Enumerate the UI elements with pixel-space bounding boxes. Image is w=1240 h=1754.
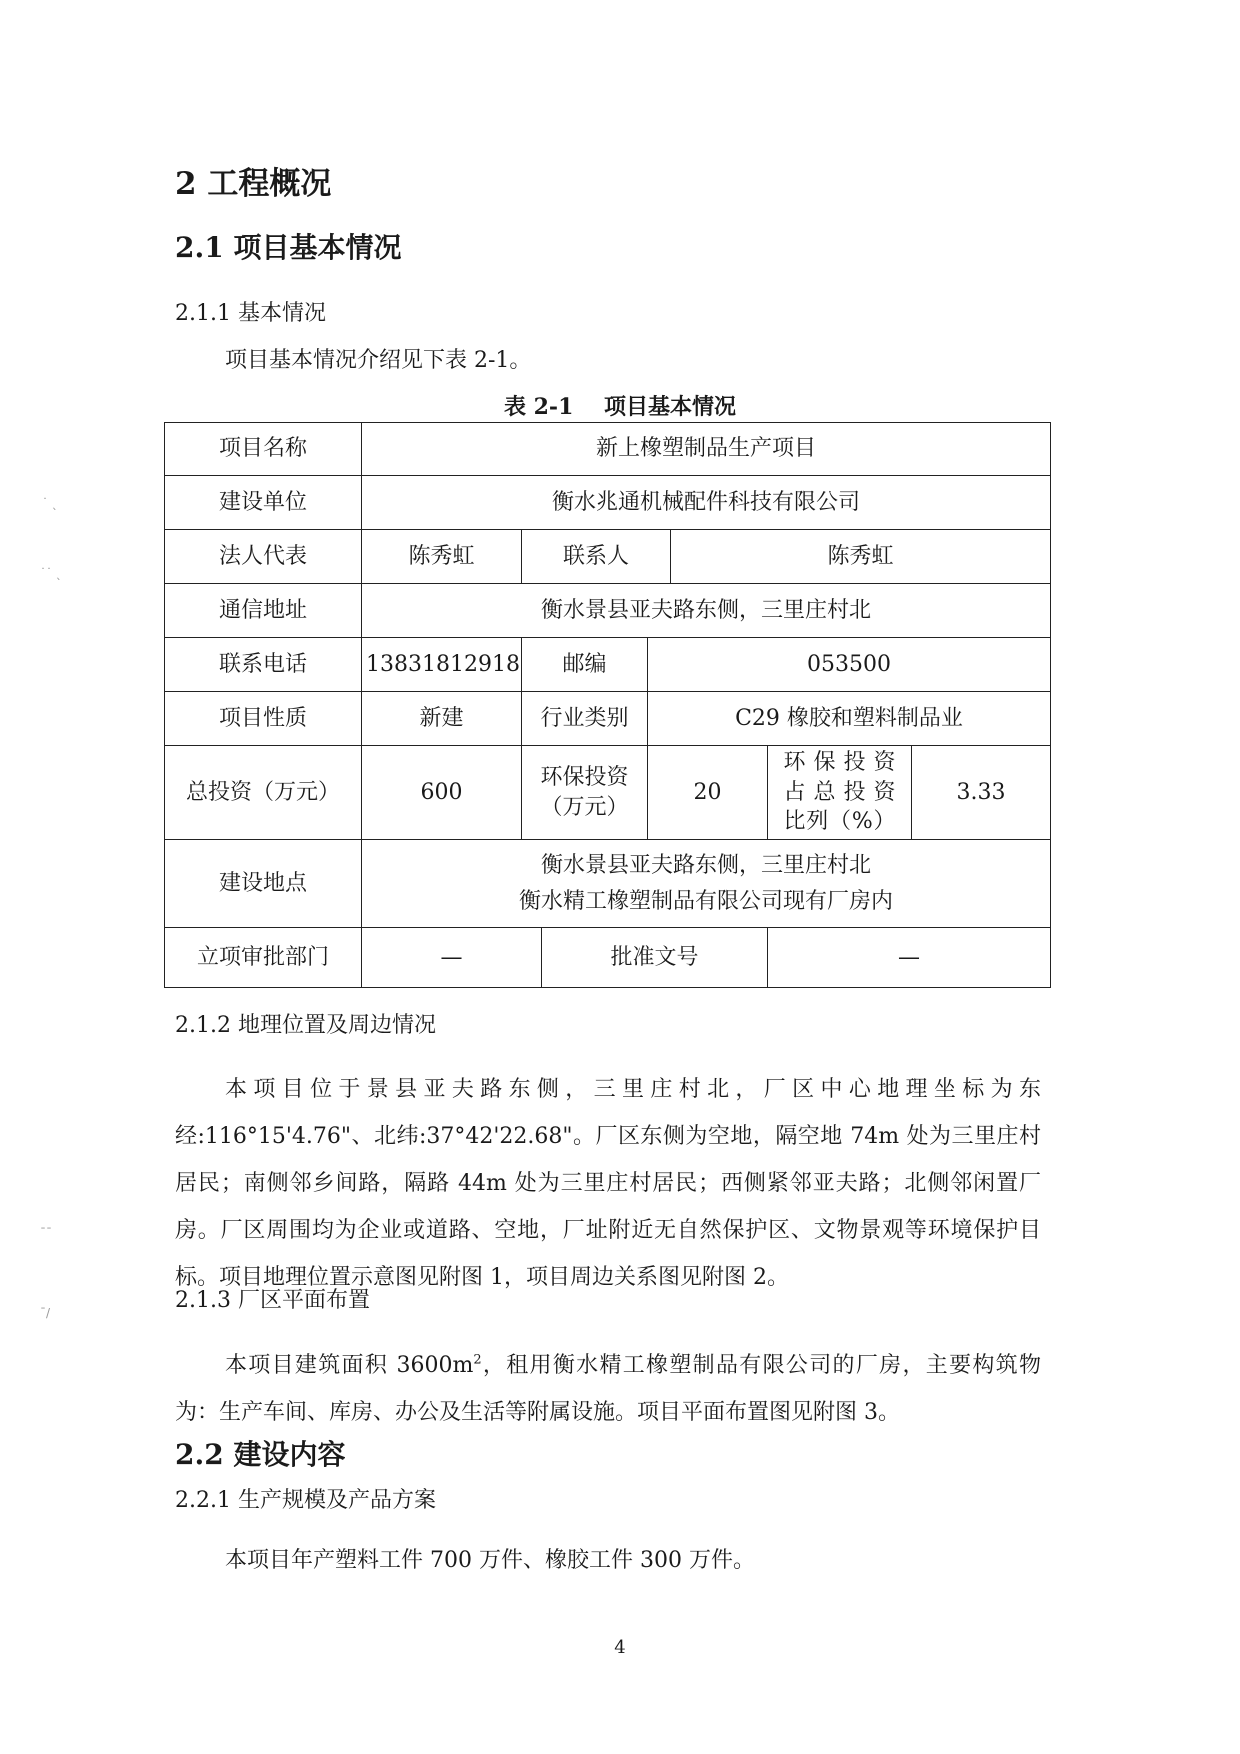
table-row bbox=[165, 840, 1051, 928]
table-caption-number: 表 2-1 bbox=[503, 394, 574, 420]
env-ratio-label-line1: 环保投资 bbox=[783, 749, 896, 775]
legal-rep-value: 陈秀虹 bbox=[362, 530, 522, 584]
subsection-heading-2-1-1: 2.1.1 基本情况 bbox=[175, 301, 326, 326]
env-ratio-value: 3.33 bbox=[912, 746, 1051, 840]
table-row bbox=[165, 584, 1051, 638]
layout-text-start: 本项目建筑面积 3600m bbox=[225, 1353, 474, 1378]
mailing-address-value: 衡水景县亚夫路东侧，三里庄村北 bbox=[362, 584, 1051, 638]
contact-person-value: 陈秀虹 bbox=[671, 530, 1051, 584]
postcode-value: 053500 bbox=[648, 638, 1051, 692]
env-investment-label-line2: （万元） bbox=[540, 794, 629, 820]
section-heading-2-2: 2.2 建设内容 bbox=[175, 1438, 346, 1471]
phone-value: 13831812918 bbox=[362, 638, 522, 692]
mailing-address-label: 通信地址 bbox=[165, 584, 362, 638]
construction-site-line1: 衡水景县亚夫路东侧，三里庄村北 bbox=[541, 853, 872, 879]
env-ratio-label-line3: 比列（%） bbox=[783, 809, 896, 835]
industry-category-label: 行业类别 bbox=[522, 692, 648, 746]
table-row bbox=[165, 530, 1051, 584]
table-row bbox=[165, 746, 1051, 840]
env-ratio-label bbox=[768, 746, 912, 840]
total-investment-label: 总投资（万元） bbox=[165, 746, 362, 840]
page-number: 4 bbox=[614, 1637, 626, 1658]
env-investment-label-line1: 环保投资 bbox=[540, 764, 629, 790]
approval-doc-value: — bbox=[768, 928, 1051, 988]
env-investment-label bbox=[522, 746, 648, 840]
table-intro-text: 项目基本情况介绍见下表 2-1。 bbox=[225, 348, 532, 373]
table-row bbox=[165, 423, 1051, 476]
project-info-table bbox=[164, 422, 1051, 988]
scan-speck: ˙˙ ˎ bbox=[40, 566, 62, 580]
construction-site-line2: 衡水精工橡塑制品有限公司现有厂房内 bbox=[519, 888, 894, 914]
project-nature-label: 项目性质 bbox=[165, 692, 362, 746]
approval-dept-label: 立项审批部门 bbox=[165, 928, 362, 988]
contact-person-label: 联系人 bbox=[522, 530, 671, 584]
table-row bbox=[165, 476, 1051, 530]
location-paragraph: 本项目位于景县亚夫路东侧，三里庄村北，厂区中心地理坐标为东经:116°15'4.76"、北纬:37°42'22.68"。厂区东侧为空地，隔空地 74m 处为三里庄村居民；南侧邻乡间路，隔路 44m 处为三里庄村居民；西侧紧邻亚夫路；北侧邻闲置厂房。厂区周围均为企业或道路、空地，厂址附近无自然保护区、文物景观等环境保护目标。项目地理位置示意图见附图 1，项目周边关系图见附图 2。 bbox=[175, 1077, 1041, 1290]
superscript-2: 2 bbox=[473, 1352, 482, 1368]
scan-speck: ˉˉ bbox=[40, 1226, 52, 1240]
project-nature-value: 新建 bbox=[362, 692, 522, 746]
table-row bbox=[165, 928, 1051, 988]
phone-label: 联系电话 bbox=[165, 638, 362, 692]
env-ratio-label-line2: 占总投资 bbox=[783, 779, 896, 805]
scan-speck: ˙ ˎ bbox=[42, 496, 58, 510]
table-caption-title: 项目基本情况 bbox=[604, 394, 737, 420]
table-row bbox=[165, 638, 1051, 692]
construction-site-value bbox=[362, 840, 1051, 928]
construction-unit-label: 建设单位 bbox=[165, 476, 362, 530]
table-row bbox=[165, 692, 1051, 746]
production-scale-text: 本项目年产塑料工件 700 万件、橡胶工件 300 万件。 bbox=[225, 1548, 755, 1573]
total-investment-value: 600 bbox=[362, 746, 522, 840]
approval-dept-value: — bbox=[362, 928, 542, 988]
layout-paragraph bbox=[175, 1342, 1041, 1436]
construction-unit-value: 衡水兆通机械配件科技有限公司 bbox=[362, 476, 1051, 530]
legal-rep-label: 法人代表 bbox=[165, 530, 362, 584]
table-caption bbox=[0, 390, 1240, 421]
section-heading-2-1: 2.1 项目基本情况 bbox=[175, 231, 402, 264]
layout-text-end: ，租用衡水精工橡塑制品有限公司的厂房，主要构筑物为：生产车间、库房、办公及生活等附属设施。项目平面布置图见附图 3。 bbox=[175, 1353, 1041, 1425]
construction-site-label: 建设地点 bbox=[165, 840, 362, 928]
approval-doc-label: 批准文号 bbox=[542, 928, 768, 988]
subsection-heading-2-1-2: 2.1.2 地理位置及周边情况 bbox=[175, 1013, 436, 1038]
scan-speck: ˉ/ bbox=[40, 1306, 51, 1320]
subsection-heading-2-1-3: 2.1.3 厂区平面布置 bbox=[175, 1288, 370, 1313]
chapter-heading: 2 工程概况 bbox=[175, 166, 332, 202]
project-name-value: 新上橡塑制品生产项目 bbox=[362, 423, 1051, 476]
project-name-label: 项目名称 bbox=[165, 423, 362, 476]
env-investment-value: 20 bbox=[648, 746, 768, 840]
postcode-label: 邮编 bbox=[522, 638, 648, 692]
subsection-heading-2-2-1: 2.2.1 生产规模及产品方案 bbox=[175, 1488, 436, 1513]
industry-category-value: C29 橡胶和塑料制品业 bbox=[648, 692, 1051, 746]
